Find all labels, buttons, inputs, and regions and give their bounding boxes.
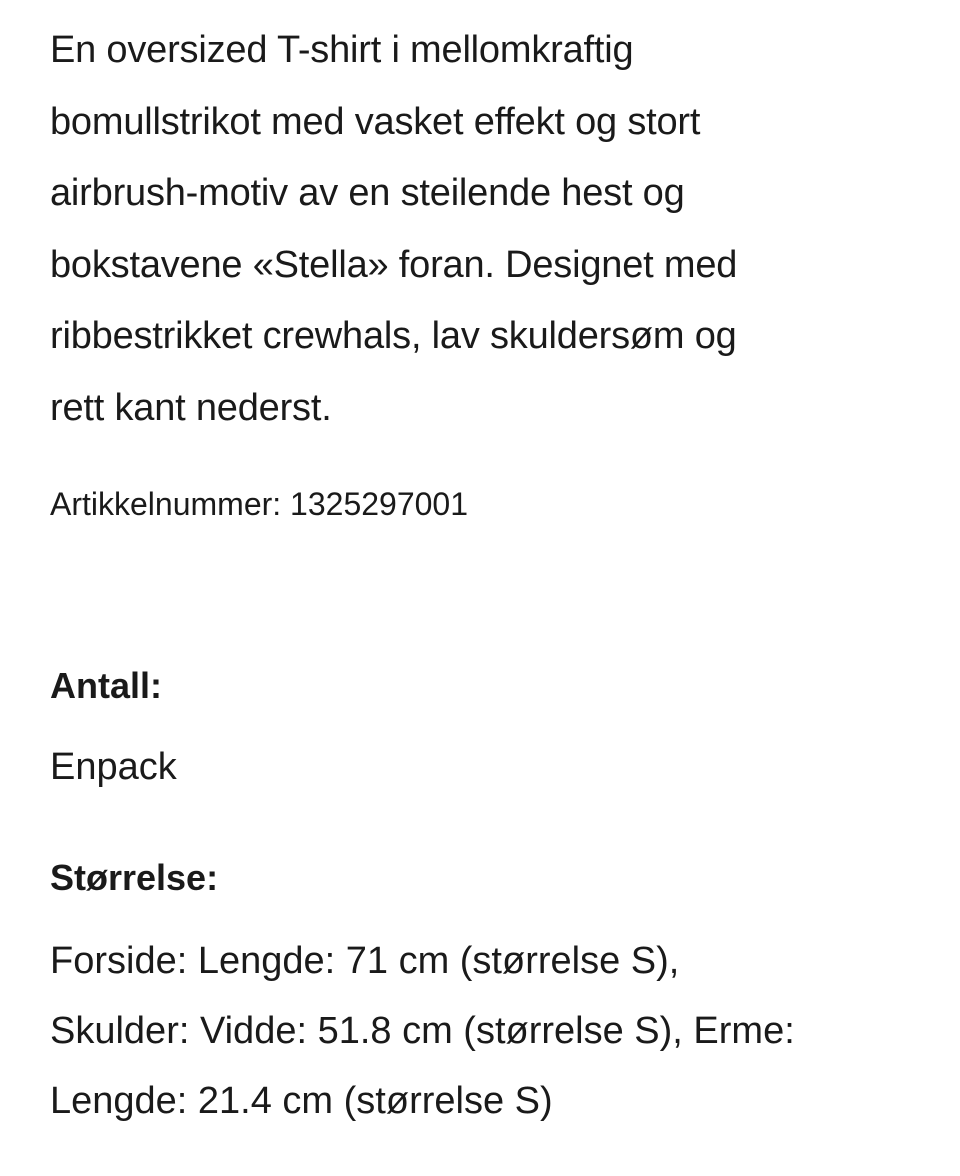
size-line: Forside: Lengde: 71 cm (størrelse S), [50,940,680,982]
product-description [50,15,930,444]
description-line: ribbestrikket crewhals, lav skuldersøm og [50,315,737,357]
quantity-label: Antall: [50,665,162,706]
article-number: Artikkelnummer: 1325297001 [50,486,469,522]
size-label: Størrelse: [50,857,219,898]
description-line: airbrush-motiv av en steilende hest og [50,172,685,214]
description-line: bomullstrikot med vasket effekt og stort [50,100,701,143]
description-line: bokstavene «Stella» foran. Designet med [50,243,738,286]
description-line: rett kant nederst. [50,386,332,429]
size-line: Skulder: Vidde: 51.8 cm (størrelse S), Erme: [50,1010,795,1052]
size-value [50,926,930,1136]
size-line: Lengde: 21.4 cm (størrelse S) [50,1080,553,1122]
quantity-value: Enpack [50,746,177,788]
description-line: En oversized T-shirt i mellomkraftig [50,29,634,71]
